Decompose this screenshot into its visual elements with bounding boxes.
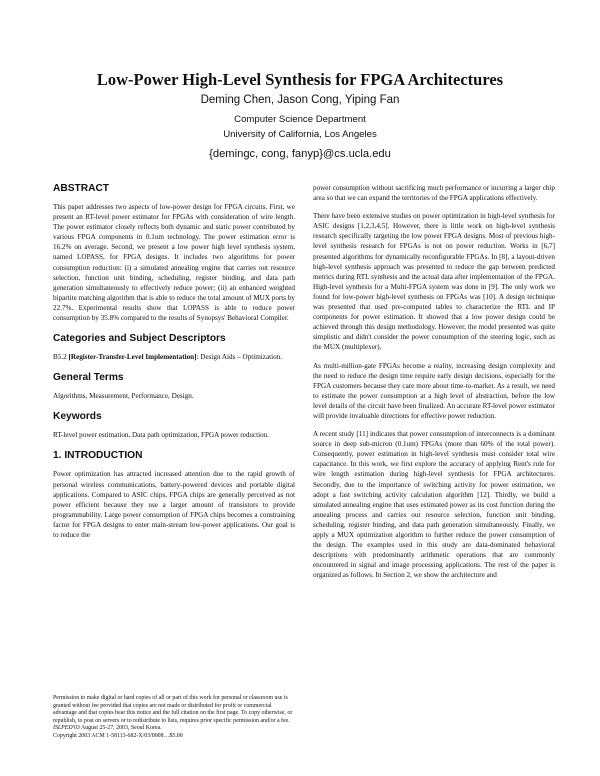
paragraph: There have been extensive studies on power optimization in high-level synthesis for ASIC designs [1,2,3,4,5]. However, there is little work on high-level synthesis research specifically targeting the low power FPGA designs. Most of previous high-level synthesis research for FPGAs is not on power reduction. Works in [6,7] presented algorithms for dynamically reconfigurable FPGAs. In [8], a layout-driven high-level synthesis approach was presented to reduce the gap between predicted metrics during RTL synthesis and the actual data after implementation of the FPGA. High-level synthesis for a Multi-FPGA system was done in [9]. The only work we found for low-power high-level synthesis on FPGAs was [10]. A design technique was presented that used pre-computed tables to characterize the RTL and IP components for power estimation. It showed that a low power design could be achieved through this design methodology. However, the model presented was quite simplistic and didn't consider the power consumption of the steering logic, such as the MUX (multiplexer). xyxy=(313,212,555,352)
affiliation-department: Computer Science Department xyxy=(234,114,366,125)
introduction-paragraph: Power optimization has attracted increased attention due to the rapid growth of personal wireless communications, battery-powered devices and portable digital applications. Compared to ASIC chips, FPGA chips are generally perceived as not power efficient because they use a larger amount of transistors to provide programmability. Large power consumption of FPGA chips becomes a constraining factor for FPGA designs to enter main-stream low-power applications. Our goal is to reduce the xyxy=(53,470,295,539)
categories-text: B5.2 [Register-Transfer-Level Implementation]: Design Aids – Optimization. xyxy=(53,353,283,362)
general-terms-text: Algorithms, Measurement, Performance, Design. xyxy=(53,392,194,401)
right-column xyxy=(313,183,555,588)
paragraph: A recent study [11] indicates that power consumption of interconnects is a dominant source in deep sub-micron (0.1um) FPGAs (more than 60% of the total power). Consequently, power estimation in high-level synthesis must consider total wire capacitance. In this work, we first explore the accuracy of applying Rent's rule for wire length estimation during high-level synthesis for FPGA architectures. Secondly, due to the importance of switching activity for power estimation, we adopt a fast switching activity calculation algorithm [12]. Thirdly, we build a simulated annealing engine that uses estimated power as its cost function during the annealing process and carries out resource selection, function unit binding, scheduling, register binding, and data path generation simultaneously. Finally, we apply a MUX optimization algorithm to further reduce the power consumption of the design. The examples used in this study are data-dominated behavioral descriptions with predominantly arithmetic operations that are commonly encountered in signal and image processing applications. The rest of the paper is organized as follows. In Section 2, we show the architecture and xyxy=(313,430,555,580)
affiliation-university: University of California, Los Angeles xyxy=(223,129,377,140)
paper-title: Low-Power High-Level Synthesis for FPGA Architectures xyxy=(96,70,504,89)
permission-text: Permission to make digital or hard copies of all or part of this work for personal or classroom use is granted without fee provided that copies are not made or distributed for profit or commercial advantage and that copies bear this notice and the full citation on the first page. To copy otherwise, or republish, to post on servers or to redistribute to lists, requires prior specific permission and/or a fee. xyxy=(53,695,293,724)
left-column xyxy=(53,183,295,548)
general-terms-heading: General Terms xyxy=(53,372,124,384)
conference-line: ISLPED'03 August 25-27, 2003, Seoul Korea. xyxy=(53,725,162,731)
paragraph: power consumption without sacrificing much performance or incurring a larger chip area so that we can expand the territories of the FPGA applications effectively. xyxy=(313,184,555,203)
copyright-line: Copyright 2003 ACM 1-58113-682-X/03/0008…$5.00 xyxy=(53,732,183,739)
author-emails: {demingc, cong, fanyp}@cs.ucla.edu xyxy=(209,148,391,160)
paper-authors: Deming Chen, Jason Cong, Yiping Fan xyxy=(200,94,400,106)
paragraph: As multi-million-gate FPGAs become a reality, increasing design complexity and the need to reduce the design time require early design decisions, especially for the FPGA customers because they care more about time-to-market. As a result, we need to estimate the power consumption at a high level of abstraction, before the low level details of the circuit have been finalized. An accurate RT-level power estimator will provide invaluable directions for effective power reduction. xyxy=(313,361,555,420)
keywords-text: RT-level power estimation, Data path optimization, FPGA power reduction. xyxy=(53,431,270,440)
categories-heading: Categories and Subject Descriptors xyxy=(53,333,226,345)
introduction-heading: 1. INTRODUCTION xyxy=(53,450,143,462)
keywords-heading: Keywords xyxy=(53,411,102,423)
copyright-footnote xyxy=(53,695,295,740)
abstract-heading: ABSTRACT xyxy=(53,183,110,194)
abstract-text: This paper addresses two aspects of low-power design for FPGA circuits. First, we present an RT-level power estimator for FPGAs with consideration of wire length. The power estimator closely reflects both dynamic and static power contributed by various FPGA components in 0.1um technology. The power estimation error is 16.2% on average. Second, we present a low power high level synthesis system, named LOPASS, for FPGA designs. It includes two algorithms for power consumption reduction: (i) a simulated annealing engine that carries out resource selection, function unit binding, scheduling, register binding, and data path generation simultaneously to effectively reduce power; (ii) an enhanced weighted bipartite matching algorithm that is able to reduce the total amount of MUX ports by 22.7%. Experimental results show that LOPASS is able to reduce power consumption by 35.8% compared to the results of Synopsys' Behavioral Compiler. xyxy=(53,203,295,323)
